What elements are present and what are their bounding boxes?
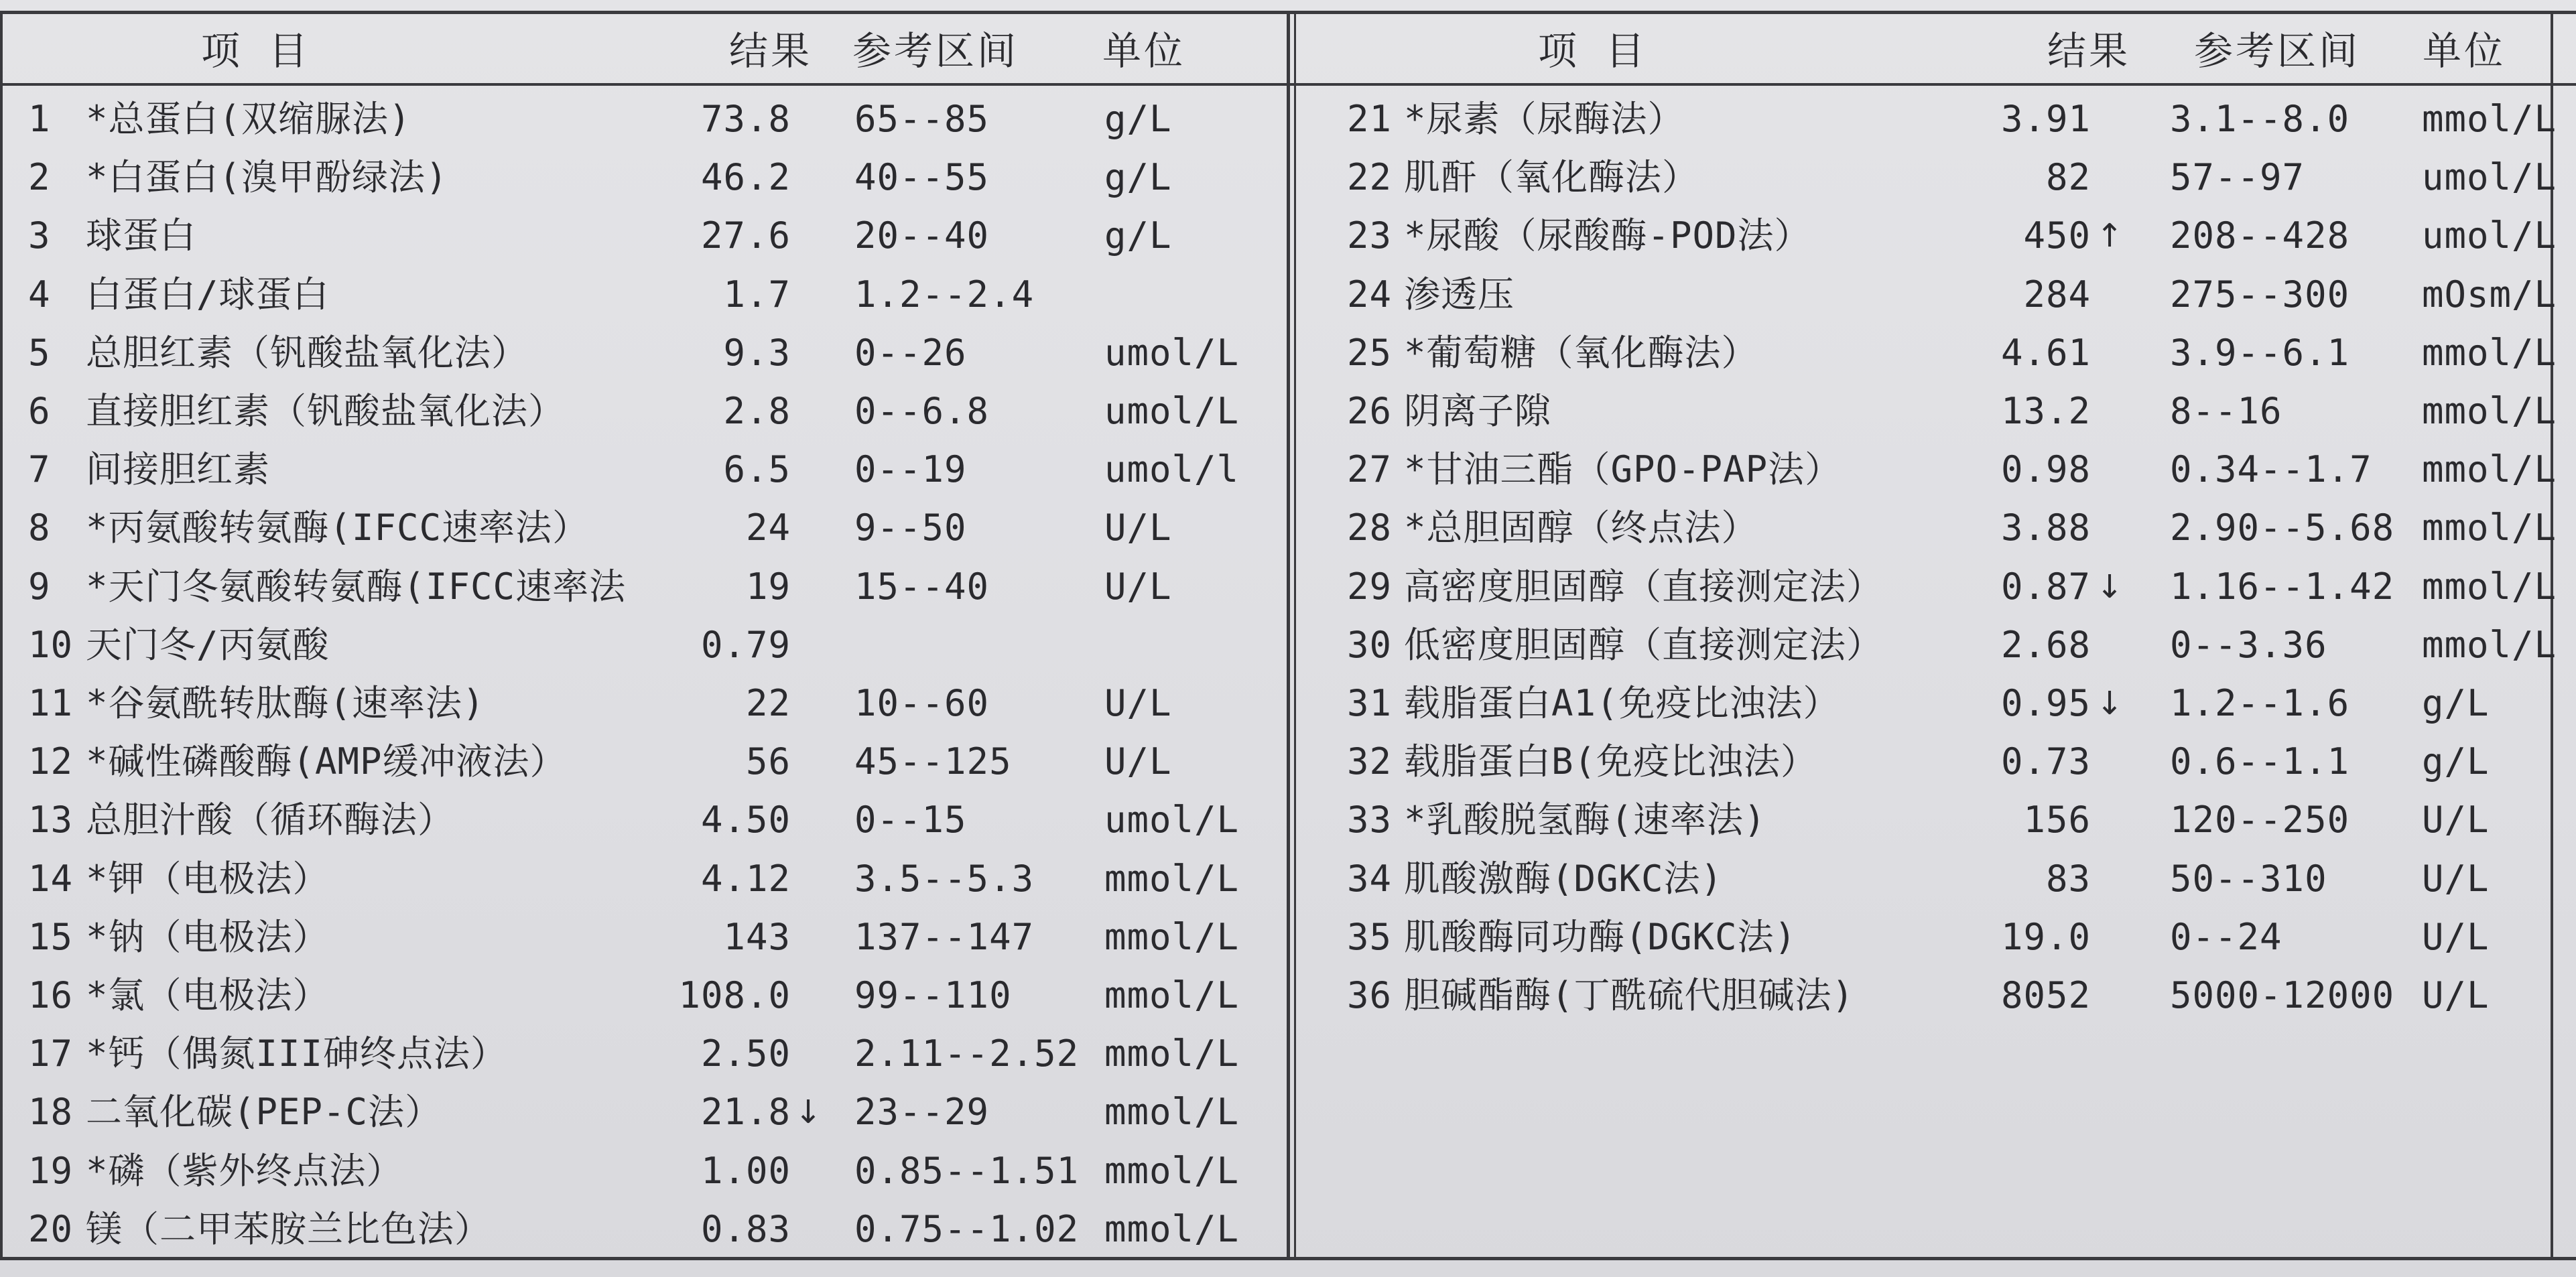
item-name: 总胆汁酸（循环酶法） xyxy=(86,799,454,842)
result-value: 3.88 xyxy=(2000,507,2091,549)
reference-range: 5000-12000 xyxy=(2170,974,2395,1016)
item-name: *尿酸（尿酸酶-POD法） xyxy=(1404,214,1811,257)
item-name: 高密度胆固醇（直接测定法） xyxy=(1404,565,1883,608)
unit: mmol/L xyxy=(1104,857,1240,900)
result-value: 0.83 xyxy=(700,1207,791,1250)
table-row xyxy=(1293,324,2576,383)
unit: mmol/L xyxy=(2422,331,2557,374)
table-row xyxy=(0,324,1287,383)
table-row xyxy=(0,557,1287,616)
result-value: 4.50 xyxy=(700,799,791,842)
item-name: *碱性磷酸酶(AMP缓冲液法） xyxy=(86,740,567,783)
result-value: 108.0 xyxy=(678,974,791,1016)
item-name: *钾（电极法） xyxy=(86,857,330,900)
table-row xyxy=(0,616,1287,675)
row-number: 16 xyxy=(28,974,74,1016)
reference-range: 1.2--2.4 xyxy=(854,273,1035,316)
unit: umol/L xyxy=(1104,799,1240,842)
table-row xyxy=(1293,265,2576,324)
row-number: 10 xyxy=(28,623,74,666)
row-number: 24 xyxy=(1347,273,1393,316)
unit: g/L xyxy=(1104,214,1172,257)
unit: umol/l xyxy=(1104,448,1240,491)
reference-range: 0.34--1.7 xyxy=(2170,448,2372,491)
row-number: 9 xyxy=(28,565,51,608)
item-name: 肌酸激酶(DGKC法) xyxy=(1404,857,1724,900)
reference-range: 137--147 xyxy=(854,915,1035,958)
table-row xyxy=(0,791,1287,850)
row-number: 34 xyxy=(1347,857,1393,900)
item-name: 阴离子隙 xyxy=(1404,390,1551,432)
reference-range: 50--310 xyxy=(2170,857,2327,900)
table-row xyxy=(0,265,1287,324)
result-value: 6.5 xyxy=(723,448,791,491)
row-number: 32 xyxy=(1347,740,1393,783)
item-name: 载脂蛋白B(免疫比浊法） xyxy=(1404,740,1818,783)
reference-range: 208--428 xyxy=(2170,214,2350,257)
item-name: 间接胆红素 xyxy=(86,448,270,491)
item-name: 天门冬/丙氨酸 xyxy=(86,623,330,666)
row-number: 36 xyxy=(1347,974,1393,1016)
row-number: 17 xyxy=(28,1032,74,1075)
unit: U/L xyxy=(1104,565,1172,608)
table-row xyxy=(0,1200,1287,1259)
reference-range: 10--60 xyxy=(854,682,990,724)
result-value: 3.91 xyxy=(2000,98,2091,140)
header-result: 结果 xyxy=(729,28,813,74)
row-number: 31 xyxy=(1347,682,1393,724)
item-name: 镁（二甲苯胺兰比色法） xyxy=(86,1207,491,1250)
reference-range: 0--15 xyxy=(854,799,967,842)
row-number: 4 xyxy=(28,273,51,316)
table-row xyxy=(0,148,1287,207)
item-name: *尿素（尿酶法） xyxy=(1404,98,1685,140)
item-name: 肌酸酶同功酶(DGKC法) xyxy=(1404,915,1797,958)
table-row xyxy=(0,440,1287,499)
table-row xyxy=(1293,206,2576,265)
row-number: 15 xyxy=(28,915,74,958)
row-number: 11 xyxy=(28,682,74,724)
reference-range: 15--40 xyxy=(854,565,990,608)
item-name: *天门冬氨酸转氨酶(IFCC速率法 xyxy=(86,565,627,608)
header-item: 项 目 xyxy=(1538,28,1647,74)
unit: mmol/L xyxy=(2422,565,2557,608)
table-row xyxy=(1293,148,2576,207)
unit: mmol/L xyxy=(1104,1149,1240,1192)
result-value: 0.79 xyxy=(700,623,791,666)
row-number: 12 xyxy=(28,740,74,783)
reference-range: 0--3.36 xyxy=(2170,623,2327,666)
table-row xyxy=(0,732,1287,791)
item-name: 直接胆红素（钒酸盐氧化法） xyxy=(86,390,565,432)
unit: U/L xyxy=(2422,915,2490,958)
result-value: 22 xyxy=(745,682,791,724)
unit: g/L xyxy=(1104,156,1172,199)
result-value: 9.3 xyxy=(723,331,791,374)
item-name: 肌酐（氧化酶法） xyxy=(1404,156,1699,199)
left-header-row xyxy=(0,21,1287,80)
item-name: *丙氨酸转氨酶(IFCC速率法） xyxy=(86,507,590,549)
unit: mmol/L xyxy=(1104,1207,1240,1250)
unit: g/L xyxy=(2422,682,2490,724)
result-value: 73.8 xyxy=(700,98,791,140)
result-value: 4.12 xyxy=(700,857,791,900)
item-name: 二氧化碳(PEP-C法） xyxy=(86,1091,442,1134)
unit: umol/L xyxy=(2422,214,2557,257)
table-row xyxy=(1293,791,2576,850)
item-name: *谷氨酰转肽酶(速率法) xyxy=(86,682,485,724)
item-name: *总胆固醇（终点法） xyxy=(1404,507,1758,549)
result-value: 83 xyxy=(2045,857,2091,900)
table-row xyxy=(1293,732,2576,791)
reference-range: 3.1--8.0 xyxy=(2170,98,2350,140)
table-row xyxy=(1293,440,2576,499)
row-number: 30 xyxy=(1347,623,1393,666)
row-number: 2 xyxy=(28,156,51,199)
row-number: 26 xyxy=(1347,390,1393,432)
reference-range: 0--19 xyxy=(854,448,967,491)
result-value: 24 xyxy=(745,507,791,549)
header-reference-range: 参考区间 xyxy=(2194,28,2361,74)
item-name: *磷（紫外终点法） xyxy=(86,1149,403,1192)
row-number: 22 xyxy=(1347,156,1393,199)
item-name: 总胆红素（钒酸盐氧化法） xyxy=(86,331,528,374)
row-number: 5 xyxy=(28,331,51,374)
reference-range: 2.90--5.68 xyxy=(2170,507,2395,549)
abnormal-flag-icon: ↓ xyxy=(2096,685,2124,722)
item-name: *钙（偶氮III砷终点法） xyxy=(86,1032,508,1075)
result-value: 27.6 xyxy=(700,214,791,257)
table-row xyxy=(0,966,1287,1025)
result-value: 2.8 xyxy=(723,390,791,432)
unit: umol/L xyxy=(1104,390,1240,432)
table-row xyxy=(0,382,1287,441)
reference-range: 2.11--2.52 xyxy=(854,1032,1080,1075)
row-number: 29 xyxy=(1347,565,1393,608)
reference-range: 45--125 xyxy=(854,740,1012,783)
unit: umol/L xyxy=(2422,156,2557,199)
result-value: 0.87 xyxy=(2000,565,2091,608)
unit: umol/L xyxy=(1104,331,1240,374)
row-number: 14 xyxy=(28,857,74,900)
result-value: 4.61 xyxy=(2000,331,2091,374)
table-row xyxy=(0,90,1287,149)
table-row xyxy=(0,908,1287,967)
item-name: 渗透压 xyxy=(1404,273,1515,316)
row-number: 21 xyxy=(1347,98,1393,140)
result-value: 8052 xyxy=(2000,974,2091,1016)
result-value: 0.95 xyxy=(2000,682,2091,724)
unit: mmol/L xyxy=(2422,507,2557,549)
reference-range: 0--24 xyxy=(2170,915,2282,958)
abnormal-flag-icon: ↓ xyxy=(2096,567,2124,606)
row-number: 33 xyxy=(1347,799,1393,842)
unit: g/L xyxy=(1104,98,1172,140)
row-number: 27 xyxy=(1347,448,1393,491)
reference-range: 65--85 xyxy=(854,98,990,140)
item-name: *乳酸脱氢酶(速率法) xyxy=(1404,799,1766,842)
result-value: 2.50 xyxy=(700,1032,791,1075)
unit: U/L xyxy=(1104,682,1172,724)
row-number: 3 xyxy=(28,214,51,257)
header-reference-range: 参考区间 xyxy=(852,28,1019,74)
unit: mmol/L xyxy=(1104,1091,1240,1134)
result-value: 1.7 xyxy=(723,273,791,316)
row-number: 8 xyxy=(28,507,51,549)
center-divider-line xyxy=(1287,11,1290,1260)
unit: mmol/L xyxy=(2422,98,2557,140)
table-row xyxy=(1293,908,2576,967)
row-number: 23 xyxy=(1347,214,1393,257)
reference-range: 0--6.8 xyxy=(854,390,990,432)
result-value: 0.73 xyxy=(2000,740,2091,783)
table-row xyxy=(1293,674,2576,733)
item-name: 白蛋白/球蛋白 xyxy=(86,273,330,316)
item-name: *白蛋白(溴甲酚绿法) xyxy=(86,156,448,199)
reference-range: 8--16 xyxy=(2170,390,2282,432)
row-number: 18 xyxy=(28,1091,74,1134)
header-result: 结果 xyxy=(2047,28,2131,74)
table-row xyxy=(1293,498,2576,557)
table-row xyxy=(1293,382,2576,441)
reference-range: 99--110 xyxy=(854,974,1012,1016)
reference-range: 0.6--1.1 xyxy=(2170,740,2350,783)
table-row xyxy=(1293,850,2576,909)
row-number: 20 xyxy=(28,1207,74,1250)
unit: g/L xyxy=(2422,740,2490,783)
result-value: 46.2 xyxy=(700,156,791,199)
unit: mmol/L xyxy=(2422,390,2557,432)
result-value: 13.2 xyxy=(2000,390,2091,432)
result-value: 1.00 xyxy=(700,1149,791,1192)
reference-range: 57--97 xyxy=(2170,156,2305,199)
row-number: 7 xyxy=(28,448,51,491)
row-number: 1 xyxy=(28,98,51,140)
reference-range: 120--250 xyxy=(2170,799,2350,842)
row-number: 28 xyxy=(1347,507,1393,549)
reference-range: 3.5--5.3 xyxy=(854,857,1035,900)
abnormal-flag-icon: ↓ xyxy=(795,1093,823,1132)
reference-range: 9--50 xyxy=(854,507,967,549)
table-row xyxy=(1293,616,2576,675)
item-name: 球蛋白 xyxy=(86,214,196,257)
unit: mmol/L xyxy=(2422,623,2557,666)
item-name: 胆碱酯酶(丁酰硫代胆碱法) xyxy=(1404,974,1855,1016)
table-row xyxy=(1293,90,2576,149)
table-row xyxy=(0,1142,1287,1201)
unit: mmol/L xyxy=(1104,915,1240,958)
row-number: 25 xyxy=(1347,331,1393,374)
reference-range: 1.2--1.6 xyxy=(2170,682,2350,724)
item-name: *钠（电极法） xyxy=(86,915,330,958)
reference-range: 1.16--1.42 xyxy=(2170,565,2395,608)
reference-range: 20--40 xyxy=(854,214,990,257)
result-value: 82 xyxy=(2045,156,2091,199)
header-unit: 单位 xyxy=(2423,28,2506,74)
result-value: 19 xyxy=(745,565,791,608)
item-name: 低密度胆固醇（直接测定法） xyxy=(1404,623,1883,666)
reference-range: 275--300 xyxy=(2170,273,2350,316)
table-row xyxy=(0,1024,1287,1083)
unit: U/L xyxy=(1104,507,1172,549)
table-row xyxy=(1293,557,2576,616)
table-row xyxy=(0,206,1287,265)
result-value: 0.98 xyxy=(2000,448,2091,491)
unit: mOsm/L xyxy=(2422,273,2557,316)
header-unit: 单位 xyxy=(1102,28,1186,74)
result-value: 19.0 xyxy=(2000,915,2091,958)
reference-range: 23--29 xyxy=(854,1091,990,1134)
table-row xyxy=(1293,966,2576,1025)
item-name: *甘油三酯（GPO-PAP法） xyxy=(1404,448,1842,491)
result-value: 21.8 xyxy=(700,1091,791,1134)
table-row xyxy=(0,850,1287,909)
unit: mmol/L xyxy=(1104,974,1240,1016)
result-value: 450 xyxy=(2023,214,2091,257)
result-value: 56 xyxy=(745,740,791,783)
result-value: 143 xyxy=(723,915,791,958)
result-value: 156 xyxy=(2023,799,2091,842)
unit: U/L xyxy=(2422,974,2490,1016)
abnormal-flag-icon: ↑ xyxy=(2096,217,2124,255)
row-number: 13 xyxy=(28,799,74,842)
result-value: 284 xyxy=(2023,273,2091,316)
item-name: *总蛋白(双缩脲法) xyxy=(86,98,411,140)
table-row xyxy=(0,498,1287,557)
reference-range: 3.9--6.1 xyxy=(2170,331,2350,374)
unit: U/L xyxy=(2422,799,2490,842)
item-name: *葡萄糖（氧化酶法） xyxy=(1404,331,1758,374)
right-header-row xyxy=(1293,21,2576,80)
unit: mmol/L xyxy=(2422,448,2557,491)
unit: U/L xyxy=(2422,857,2490,900)
unit: mmol/L xyxy=(1104,1032,1240,1075)
table-row xyxy=(0,674,1287,733)
item-name: *氯（电极法） xyxy=(86,974,330,1016)
row-number: 19 xyxy=(28,1149,74,1192)
header-item: 项 目 xyxy=(201,28,310,74)
row-number: 35 xyxy=(1347,915,1393,958)
reference-range: 40--55 xyxy=(854,156,990,199)
reference-range: 0.75--1.02 xyxy=(854,1207,1080,1250)
row-number: 6 xyxy=(28,390,51,432)
table-row xyxy=(0,1083,1287,1142)
item-name: 载脂蛋白A1(免疫比浊法） xyxy=(1404,682,1840,724)
result-value: 2.68 xyxy=(2000,623,2091,666)
reference-range: 0.85--1.51 xyxy=(854,1149,1080,1192)
unit: U/L xyxy=(1104,740,1172,783)
reference-range: 0--26 xyxy=(854,331,967,374)
